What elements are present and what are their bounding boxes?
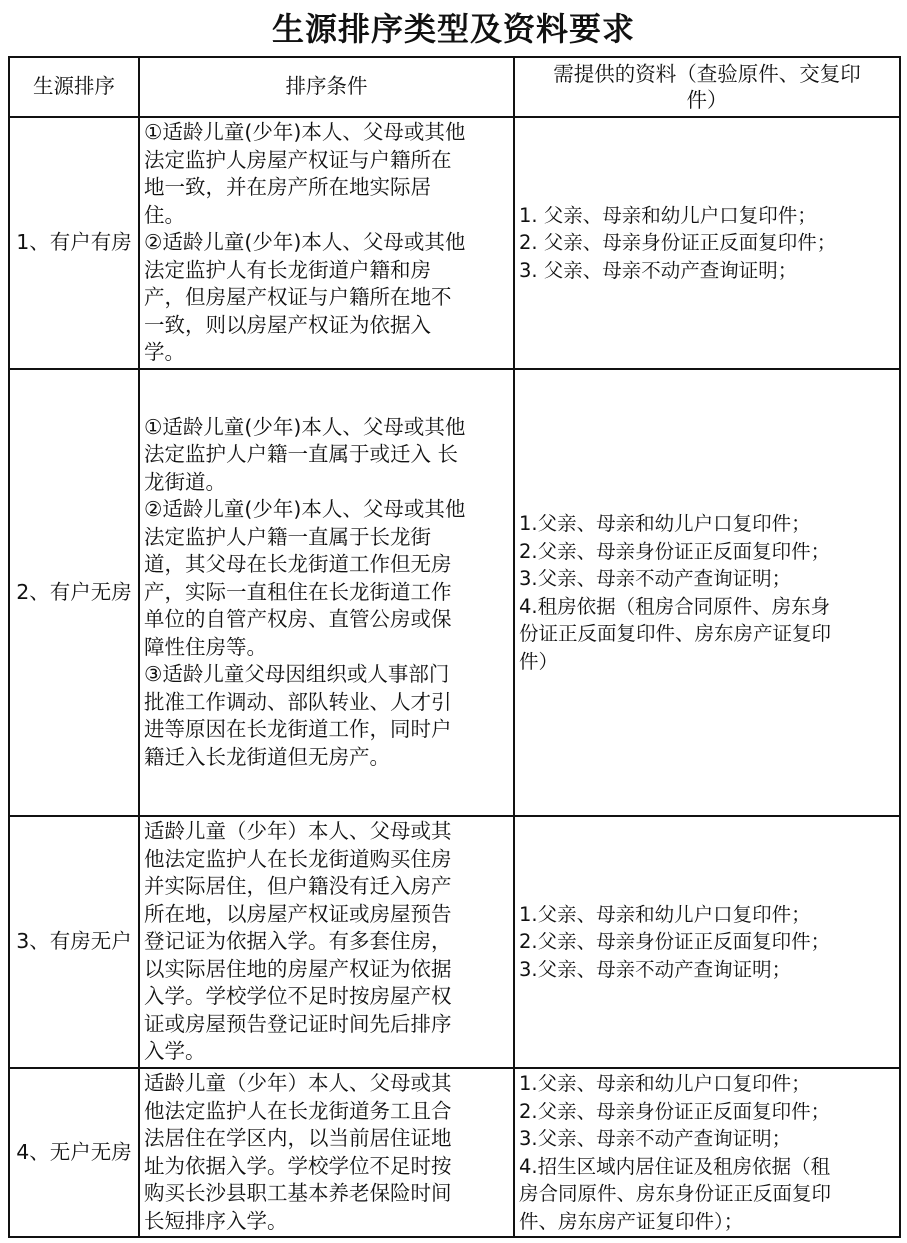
condition-line: 地一致，并在房产所在地实际居 bbox=[144, 175, 431, 200]
material-line: 2. 父亲、母亲身份证正反面复印件； bbox=[519, 231, 837, 255]
condition-line: 他法定监护人在长龙街道务工且合 bbox=[144, 1098, 452, 1123]
condition-line: 障性住房等。 bbox=[144, 634, 267, 659]
material-line: 份证正反面复印件、房东房产证复印 bbox=[519, 622, 832, 645]
condition-line: 法定监护人户籍一直属于或迁入 长 bbox=[144, 442, 459, 467]
condition-line: 法定监护人户籍一直属于长龙街 bbox=[144, 524, 431, 549]
condition-line: ②适龄儿童(少年)本人、父母或其他 bbox=[144, 497, 466, 522]
category-cell: 1、有户有房 bbox=[9, 117, 139, 369]
header-materials bbox=[514, 57, 900, 117]
materials-cell bbox=[514, 117, 900, 369]
condition-line: 进等原因在长龙街道工作，同时户 bbox=[144, 717, 452, 742]
header-row bbox=[9, 57, 900, 117]
material-line: 2.父亲、母亲身份证正反面复印件； bbox=[519, 1099, 831, 1123]
table-row bbox=[9, 816, 900, 1068]
table-row bbox=[9, 1068, 900, 1237]
condition-line: 入学。学校学位不足时按房屋产权 bbox=[144, 984, 452, 1009]
condition-line: ①适龄儿童(少年)本人、父母或其他 bbox=[144, 120, 466, 145]
material-line: 3.父亲、母亲不动产查询证明； bbox=[519, 1127, 792, 1150]
condition-line: 他法定监护人在长龙街道购买住房 bbox=[144, 846, 452, 871]
header-category: 生源排序 bbox=[9, 57, 139, 117]
material-line: 4.招生区域内居住证及租房依据（租 bbox=[519, 1154, 831, 1178]
material-line: 4.租房依据（租房合同原件、房东身 bbox=[519, 594, 831, 618]
condition-line: 道，其父母在长龙街道工作但无房 bbox=[144, 552, 452, 577]
materials-cell bbox=[514, 1068, 900, 1237]
condition-line: 一致，则以房屋产权证为依据入 bbox=[144, 312, 431, 337]
condition-line: 入学。 bbox=[144, 1039, 206, 1064]
condition-line: 法定监护人房屋产权证与户籍所在 bbox=[144, 147, 452, 172]
header-materials-line: 件） bbox=[686, 88, 728, 112]
table-row bbox=[9, 117, 900, 369]
material-line: 2.父亲、母亲身份证正反面复印件； bbox=[519, 539, 831, 563]
condition-line: 籍迁入长龙街道但无房产。 bbox=[144, 744, 390, 769]
condition-line: 证或房屋预告登记证时间先后排序 bbox=[144, 1011, 452, 1036]
material-line: 1.父亲、母亲和幼儿户口复印件； bbox=[519, 1072, 811, 1095]
header-materials-line: 需提供的资料（查验原件、交复印 bbox=[553, 62, 861, 86]
conditions-cell bbox=[139, 117, 514, 369]
category-cell: 4、无户无房 bbox=[9, 1068, 139, 1237]
document-title: 生源排序类型及资料要求 bbox=[271, 10, 635, 48]
condition-line: 适龄儿童（少年）本人、父母或其 bbox=[144, 1071, 452, 1095]
condition-line: 单位的自管产权房、直管公房或保 bbox=[144, 607, 452, 632]
condition-line: 适龄儿童（少年）本人、父母或其 bbox=[144, 819, 452, 844]
materials-cell bbox=[514, 816, 900, 1068]
material-line: 1.父亲、母亲和幼儿户口复印件； bbox=[519, 512, 811, 535]
condition-line: 住。 bbox=[144, 202, 185, 227]
condition-line: ①适龄儿童(少年)本人、父母或其他 bbox=[144, 414, 466, 439]
condition-line: 法定监护人有长龙街道户籍和房 bbox=[144, 257, 431, 282]
condition-line: ③适龄儿童父母因组织或人事部门 bbox=[144, 662, 450, 687]
material-line: 1.父亲、母亲和幼儿户口复印件； bbox=[519, 902, 811, 926]
conditions-cell bbox=[139, 369, 514, 816]
condition-line: 址为依据入学。学校学位不足时按 bbox=[144, 1153, 452, 1178]
category-cell: 2、有户无房 bbox=[9, 369, 139, 816]
table-row bbox=[9, 369, 900, 816]
category-cell: 3、有房无户 bbox=[9, 816, 139, 1068]
condition-line: 产，但房屋产权证与户籍所在地不 bbox=[144, 285, 452, 310]
header-conditions: 排序条件 bbox=[139, 57, 514, 117]
condition-line: 产，实际一直租住在长龙街道工作 bbox=[144, 579, 452, 604]
material-line: 1. 父亲、母亲和幼儿户口复印件； bbox=[519, 203, 817, 227]
material-line: 2.父亲、母亲身份证正反面复印件； bbox=[519, 930, 831, 954]
material-line: 房合同原件、房东身份证正反面复印 bbox=[519, 1182, 832, 1205]
condition-line: 以实际居住地的房屋产权证为依据 bbox=[144, 956, 452, 981]
condition-line: 批准工作调动、部队转业、人才引 bbox=[144, 689, 452, 714]
condition-line: 学。 bbox=[144, 340, 185, 365]
condition-line: 购买长沙县职工基本养老保险时间 bbox=[144, 1181, 452, 1205]
material-line: 3.父亲、母亲不动产查询证明； bbox=[519, 567, 792, 590]
materials-cell bbox=[514, 369, 900, 816]
condition-line: 登记证为依据入学。有多套住房， bbox=[144, 929, 452, 954]
material-line: 3.父亲、母亲不动产查询证明； bbox=[519, 957, 792, 981]
condition-line: 并实际居住，但户籍没有迁入房产 bbox=[144, 874, 452, 899]
material-line: 件、房东房产证复印件）； bbox=[519, 1209, 744, 1233]
condition-line: 长短排序入学。 bbox=[144, 1208, 288, 1233]
condition-line: 所在地，以房屋产权证或房屋预告 bbox=[144, 901, 452, 926]
material-line: 3. 父亲、母亲不动产查询证明； bbox=[519, 258, 798, 282]
condition-line: 龙街道。 bbox=[144, 469, 226, 494]
condition-line: ②适龄儿童(少年)本人、父母或其他 bbox=[144, 230, 466, 255]
conditions-cell bbox=[139, 1068, 514, 1237]
conditions-cell bbox=[139, 816, 514, 1068]
requirements-table bbox=[8, 56, 901, 1238]
material-line: 件） bbox=[519, 649, 559, 673]
condition-line: 法居住在学区内，以当前居住证地 bbox=[144, 1126, 452, 1150]
